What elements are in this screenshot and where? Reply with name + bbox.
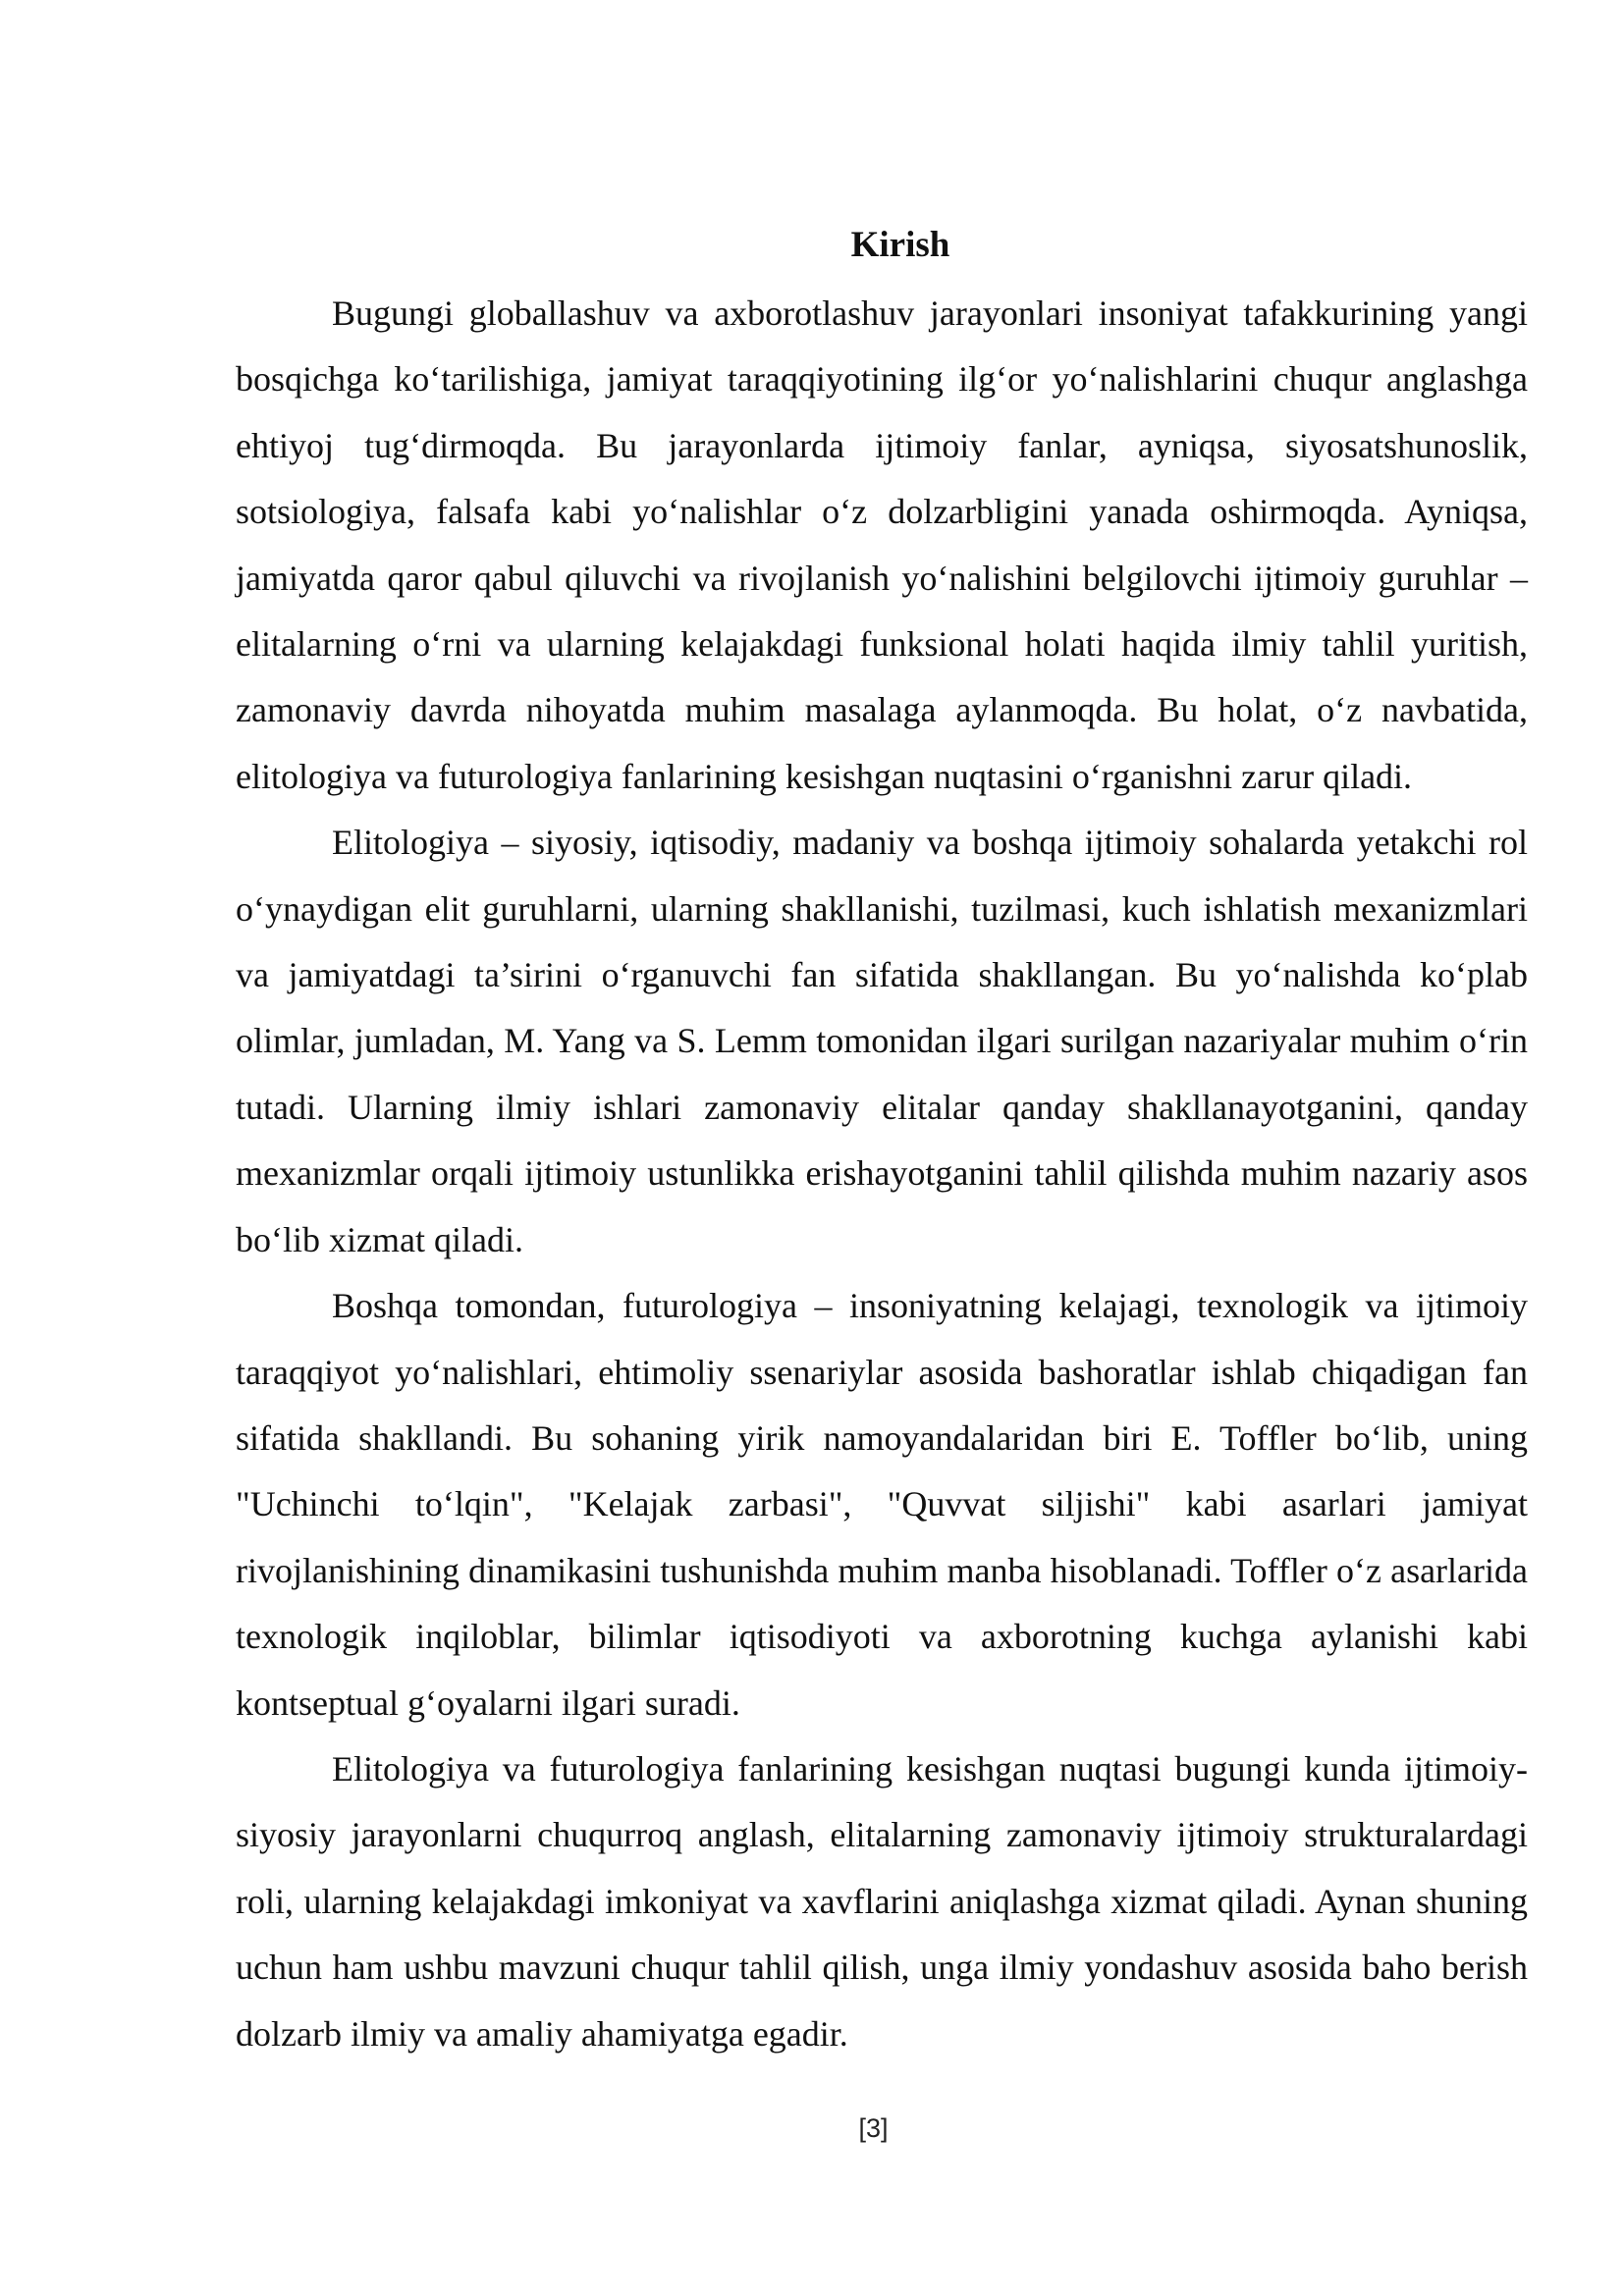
- document-page: [236, 218, 1528, 2067]
- section-title: Kirish: [850, 225, 950, 265]
- paragraph-futurology: Boshqa tomondan, futurologiya – insoniyatning kelajagi, texnologik va ijtimoiy taraqqiyot yo‘nalishlari, ehtimoliy ssenariylar asosida bashoratlar ishlab chiqadigan fan sifatida shakllandi. Bu sohaning yirik namoyandalaridan biri E. Toffler bo‘lib, uning "Uchinchi to‘lqin", "Kelajak zarbasi", "Quvvat siljishi" kabi asarlari jamiyat rivojlanishining dinamikasini tushunishda muhim manba hisoblanadi. Toffler o‘z asarlarida texnologik inqiloblar, bilimlar iqtisodiyoti va axborotning kuchga aylanishi kabi kontseptual g‘oyalarni ilgari suradi.: [236, 1286, 1528, 1723]
- paragraph-intro: Bugungi globallashuv va axborotlashuv jarayonlari insoniyat tafakkurining yangi bosqichga ko‘tarilishiga, jamiyat taraqqiyotining ilg‘or yo‘nalishlarini chuqur anglashga ehtiyoj tug‘dirmoqda. Bu jarayonlarda ijtimoiy fanlar, ayniqsa, siyosatshunoslik, sotsiologiya, falsafa kabi yo‘nalishlar o‘z dolzarbligini yanada oshirmoqda. Ayniqsa, jamiyatda qaror qabul qiluvchi va rivojlanish yo‘nalishini belgilovchi ijtimoiy guruhlar – elitalarning o‘rni va ularning kelajakdagi funksional holati haqida ilmiy tahlil yuritish, zamonaviy davrda nihoyatda muhim masalaga aylanmoqda. Bu holat, o‘z navbatida, elitologiya va futurologiya fanlarining kesishgan nuqtasini o‘rganishni zarur qiladi.: [236, 294, 1528, 796]
- paragraph-intersection: Elitologiya va futurologiya fanlarining kesishgan nuqtasi bugungi kunda ijtimoiy-siyosiy jarayonlarni chuqurroq anglash, elitalarning zamonaviy ijtimoiy strukturalardagi roli, ularning kelajakdagi imkoniyat va xavflarini aniqlashga xizmat qiladi. Aynan shuning uchun ham ushbu mavzuni chuqur tahlil qilish, unga ilmiy yondashuv asosida baho berish dolzarb ilmiy va amaliy ahamiyatga egadir.: [236, 1748, 1528, 2054]
- page-number: [3]: [858, 2113, 889, 2143]
- paragraph-elitology: Elitologiya – siyosiy, iqtisodiy, madaniy va boshqa ijtimoiy sohalarda yetakchi rol o‘ynaydigan elit guruhlarni, ularning shakllanishi, tuzilmasi, kuch ishlatish mexanizmlari va jamiyatdagi ta’sirini o‘rganuvchi fan sifatida shakllangan. Bu yo‘nalishda ko‘plab olimlar, jumladan, M. Yang va S. Lemm tomonidan ilgari surilgan nazariyalar muhim o‘rin tutadi. Ularning ilmiy ishlari zamonaviy elitalar qanday shakllanayotganini, qanday mexanizmlar orqali ijtimoiy ustunlikka erishayotganini tahlil qilishda muhim nazariy asos bo‘lib xizmat qiladi.: [236, 823, 1528, 1259]
